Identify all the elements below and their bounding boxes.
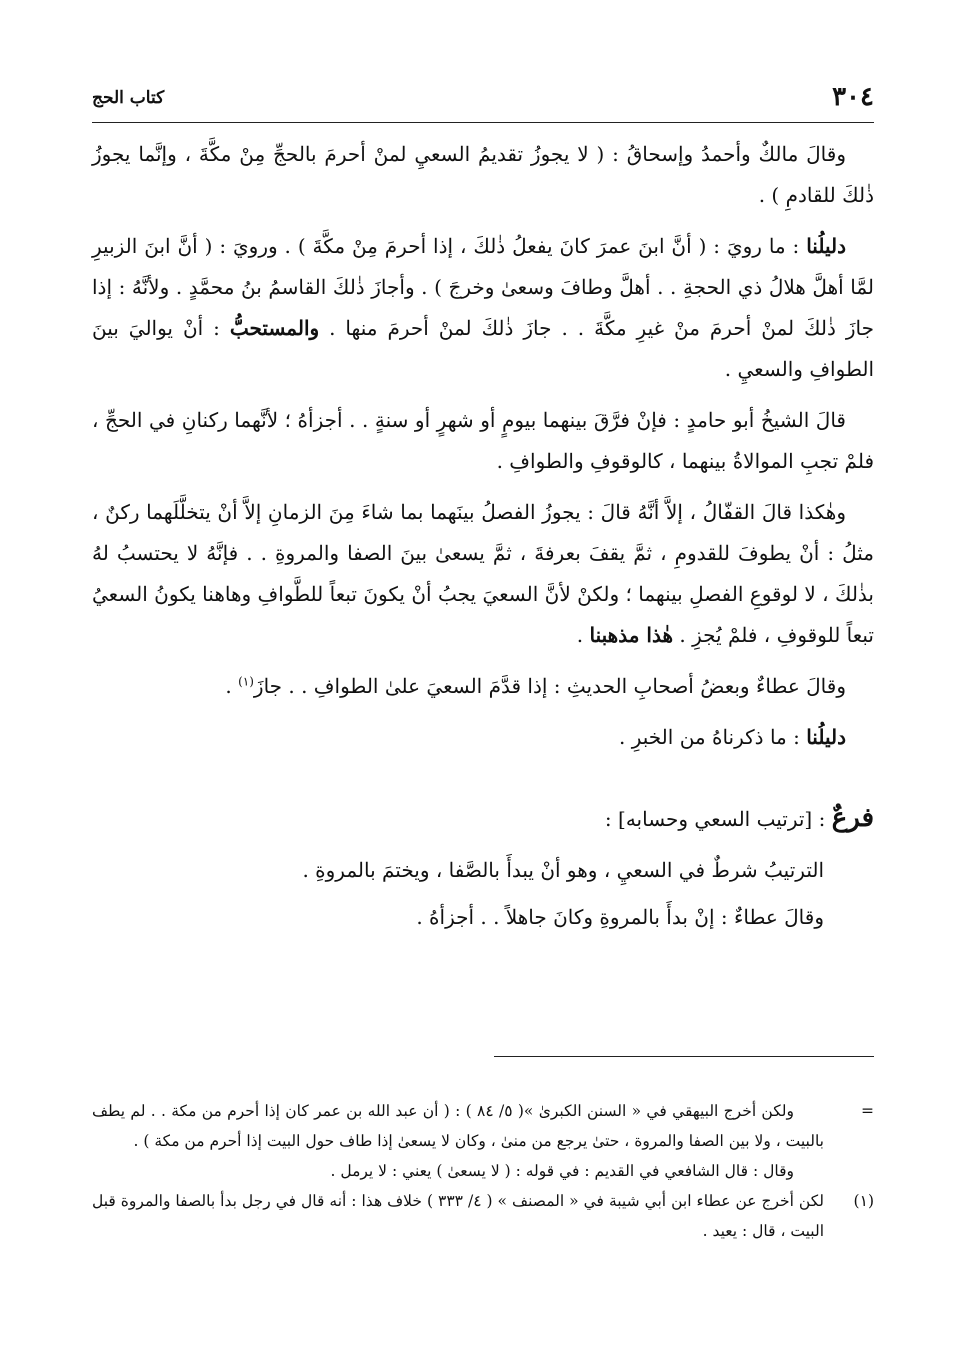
running-title: كتاب الحج <box>92 88 165 108</box>
paragraph-4 <box>92 492 874 656</box>
paragraph-5-text: وقالَ عطاءٌ وبعضُ أصحابِ الحديثِ : إذا قدَّمَ السعيَ علىٰ الطوافِ . . جازَ <box>253 674 846 698</box>
page-number: ٣٠٤ <box>832 82 874 112</box>
paragraph-2-text-end: : أنْ يواليَ بينَ الطوافِ والسعيِ . <box>92 316 874 381</box>
footnote-continued <box>92 1096 874 1156</box>
footnote-1-mark: (١) <box>853 1192 874 1210</box>
paragraph-4-end: . <box>576 623 590 647</box>
footnote-1-text: لكن أخرج عن عطاء ابن أبي شيبة في « المصنف » ( ٤/ ٣٣٣ ) خلاف هذا : أنه قال في رجل بدأ بالصفا والمروة قبل البيت ، قال : يعيد . <box>92 1192 824 1240</box>
continuation-mark: = <box>861 1102 874 1120</box>
footnote-1 <box>92 1186 874 1246</box>
paragraph-6 <box>92 717 874 758</box>
far-line-1: الترتيبُ شرطٌ في السعيِ ، وهو أنْ يبدأَ بالصَّفا ، ويختمَ بالمروةِ . <box>302 858 824 882</box>
far-heading <box>92 798 874 840</box>
paragraph-4-text: وهٰكذا قالَ القفّالُ ، إلاَّ أنَّهُ قالَ : يجوزُ الفصلُ بينَهما بما شاءَ مِنَ الزمانِ إلاَّ أنْ يتخلَّلَهما ركنٌ ، مثلُ : أنْ يطوفَ للقدومِ ، ثمَّ يقفَ بعرفةَ ، ثمَّ يسعىٰ بينَ الصفا والمروةِ . . فإنَّهُ لا يحتسبُ لهُ بذٰلكَ ، لا لوقوعِ الفصلِ بينهما ؛ ولكنْ لأنَّ السعيَ يجبُ أنْ يكونَ تبعاً للطَّوافِ وهاهنا يكونُ السعيُ تبعاً للوقوفِ ، فلمْ يُجزِ . <box>92 500 874 647</box>
footnote-continued-text: ولكن أخرج البيهقي في « السنن الكبرىٰ »( ٥/ ٨٤ ) : ( أن عبد الله بن عمر كان إذا أحرم من مكة . . لم يطف بالبيت ، ولا بين الصفا والمروة ، حتىٰ يرجع من منىٰ ، وكان لا يسعىٰ إذا طاف حول البيت إذا أحرم من مكة ) . <box>92 1102 824 1150</box>
far-line-2: وقالَ عطاءٌ : إنْ بدأَ بالمروةِ وكانَ جاهلاً . . أجزأهُ . <box>416 905 824 929</box>
far-section <box>92 798 874 938</box>
paragraph-5-end: . <box>225 674 239 698</box>
footnotes <box>92 1096 874 1246</box>
header-rule <box>92 122 874 123</box>
recommended-label: والمستحبُّ <box>229 316 320 340</box>
paragraph-3: قالَ الشيخُ أبو حامدٍ : فإنْ فرَّقَ بينهما بيومٍ أو شهرٍ أو سنةٍ . . أجزأهُ ؛ لأنَّهما ركنانِ في الحجِّ ، فلمْ تجبِ الموالاةُ بينهما ، كالوقوفِ والطوافِ . <box>92 408 874 473</box>
main-text <box>92 134 874 944</box>
footnote-ref-1: (١) <box>238 674 254 689</box>
footnote-rule <box>494 1056 874 1057</box>
evidence-label-2: دليلُنا <box>806 725 846 749</box>
far-word: فرعٌ <box>831 803 874 833</box>
far-title: : [ترتيب السعي وحسابه] : <box>604 807 832 831</box>
paragraph-5 <box>92 666 874 707</box>
paragraph-6-text: : ما ذكرناهُ من الخبرِ . <box>618 725 807 749</box>
paragraph-2-text: : ما رويَ : ( أنَّ ابنَ عمرَ كانَ يفعلُ ذٰلكَ ، إذا أحرمَ مِنْ مكَّةَ ) . ورويَ : ( أنَّ ابنَ الزبيرِ لمَّا أهلَّ هلالُ ذي الحجةِ . . أهلَّ وطافَ وسعىٰ وخرجَ ) . وأجازَ ذٰلكَ القاسمُ بنُ محمَّدٍ . ولأنَّهُ : إذا جازَ ذٰلكَ لمنْ أحرمَ منْ غيرِ مكَّةَ . . جازَ ذٰلكَ لمنْ أحرمَ منها . <box>92 234 874 340</box>
paragraph-2 <box>92 226 874 390</box>
footnote-continued-text-2: وقال : قال الشافعي في القديم : في قوله : ( لا يسعىٰ ) يعني : لا يرمل . <box>330 1162 794 1180</box>
page-header <box>92 82 874 122</box>
paragraph-1: وقالَ مالكٌ وأحمدُ وإسحاقُ : ( لا يجوزُ تقديمُ السعيِ لمنْ أحرمَ بالحجِّ مِنْ مكَّةَ ، وإنَّما يجوزُ ذٰلكَ للقادمِ ) . <box>92 142 874 207</box>
evidence-label: دليلُنا <box>806 234 846 258</box>
our-madhhab-label: هٰذا مذهبنا <box>589 623 674 647</box>
